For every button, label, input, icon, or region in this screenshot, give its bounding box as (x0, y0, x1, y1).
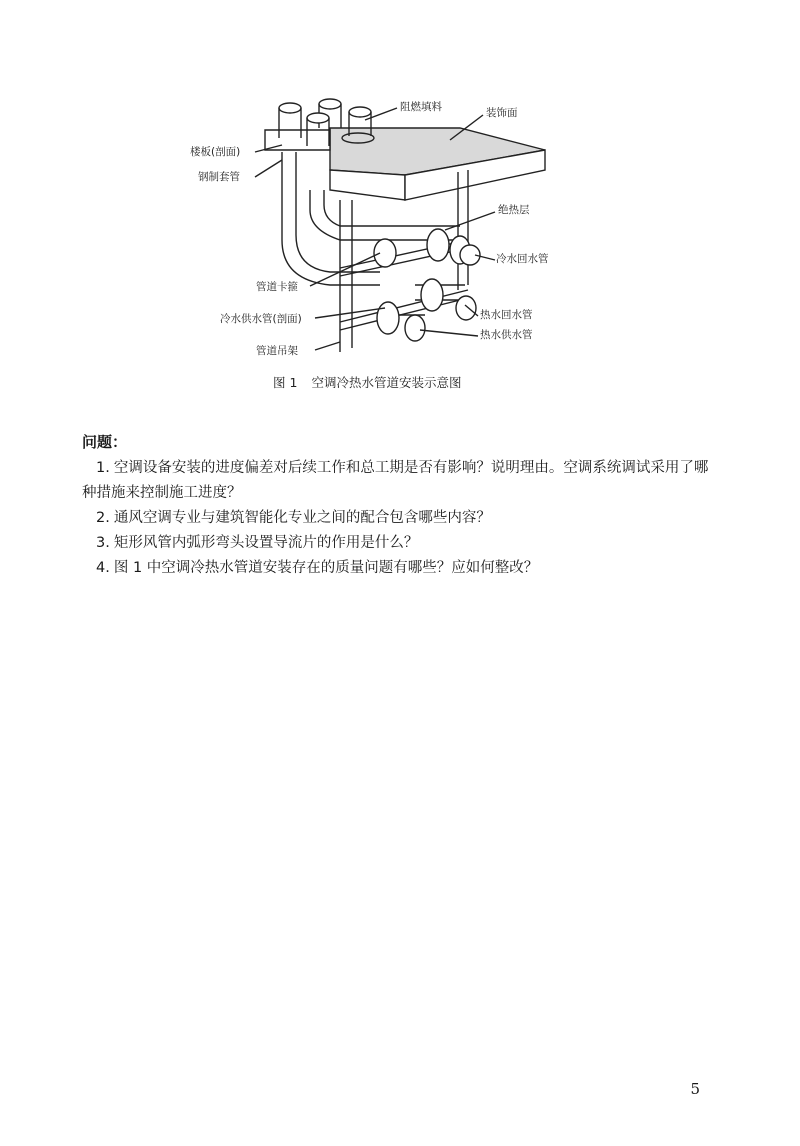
question-text: 图 1 中空调冷热水管道安装存在的质量问题有哪些？应如何整改？ (113, 560, 539, 576)
figure-number: 图 1 (273, 375, 298, 390)
question-text: 矩形风管内弧形弯头设置导流片的作用是什么？ (113, 535, 419, 551)
label-pipe-clamp: 管道卡箍 (256, 281, 298, 293)
label-insulation: 绝热层 (498, 204, 530, 216)
label-chilled-return: 冷水回水管 (496, 253, 549, 265)
label-decorative-surface: 装饰面 (486, 107, 518, 119)
figure-caption (273, 373, 461, 391)
label-hot-return: 热水回水管 (480, 309, 533, 321)
label-hot-supply: 热水供水管 (480, 329, 533, 341)
question-number: 1. (96, 460, 110, 476)
question-text: 空调设备安装的进度偏差对后续工作和总工期是否有影响？说明理由。空调系统调试采用了哪种措施来控制施工进度？ (82, 460, 709, 501)
label-floor-slab: 楼板(剖面) (190, 146, 241, 158)
question-text: 通风空调专业与建筑智能化专业之间的配合包含哪些内容？ (113, 510, 491, 526)
label-hanger: 管道吊架 (256, 345, 298, 357)
question-3 (82, 531, 722, 556)
question-number: 4. (96, 560, 110, 576)
question-2 (82, 506, 722, 531)
question-number: 3. (96, 535, 110, 551)
label-steel-sleeve: 钢制套管 (198, 171, 240, 183)
label-fire-filler: 阻燃填料 (400, 101, 442, 113)
question-number: 2. (96, 510, 110, 526)
question-4 (82, 556, 722, 581)
pipe-installation-drawing (190, 90, 580, 370)
figure-caption-text: 空调冷热水管道安装示意图 (311, 375, 462, 390)
page-number: 5 (690, 1080, 700, 1098)
label-chilled-supply: 冷水供水管(剖面) (220, 313, 302, 325)
question-1 (82, 456, 722, 506)
pipe-installation-figure (190, 90, 580, 390)
questions-title: 问题： (82, 433, 128, 451)
